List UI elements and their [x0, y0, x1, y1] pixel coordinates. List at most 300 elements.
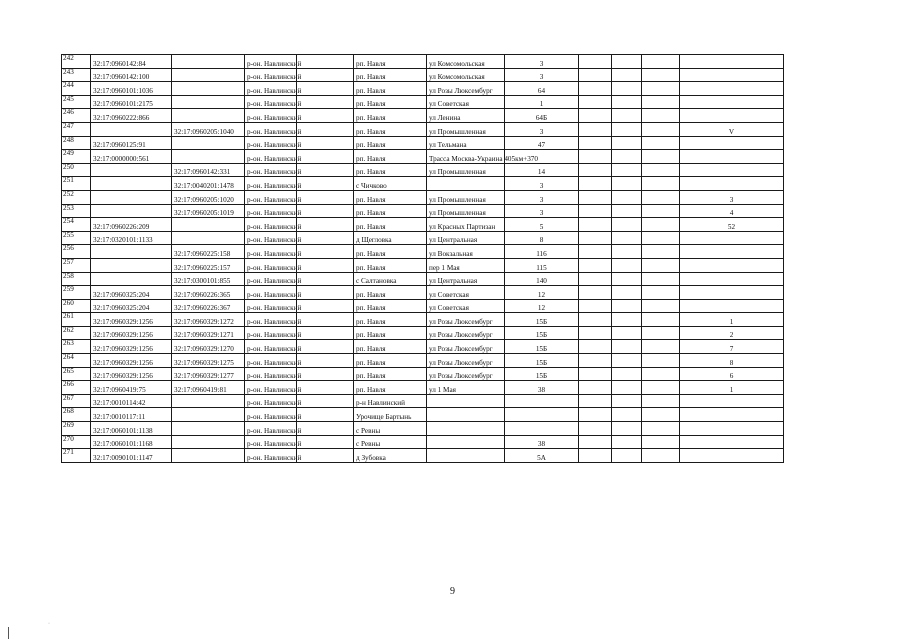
cell-row-number: 245	[62, 95, 91, 109]
cell-extra-2	[612, 136, 642, 150]
cell-cadastral-number-2: 32:17:0960329:1271	[172, 326, 245, 340]
table-row	[62, 82, 784, 96]
cell-row-number: 265	[62, 367, 91, 381]
cell-locality: рп. Навля	[354, 122, 427, 136]
cell-cadastral-number-2	[172, 408, 245, 422]
cell-apartment: 6	[680, 367, 784, 381]
cell-locality: д Зубовка	[354, 449, 427, 463]
cell-house-number: 15Б	[505, 313, 579, 327]
cell-cadastral-number: 32:17:0960222:866	[91, 109, 172, 123]
cell-cadastral-number	[91, 177, 172, 191]
cell-district: р-он. Навлинский	[245, 381, 297, 395]
cell-extra-1	[579, 55, 612, 69]
cell-cadastral-number-2: 32:17:0960205:1040	[172, 122, 245, 136]
cell-district: р-он. Навлинский	[245, 435, 297, 449]
cell-extra-2	[612, 245, 642, 259]
cell-district-extra	[297, 326, 354, 340]
address-table	[61, 54, 784, 463]
cell-locality: рп. Навля	[354, 109, 427, 123]
cell-district-extra	[297, 109, 354, 123]
table-row	[62, 136, 784, 150]
cell-house-number: 115	[505, 258, 579, 272]
cell-cadastral-number-2	[172, 449, 245, 463]
cell-district-extra	[297, 177, 354, 191]
cell-locality: рп. Навля	[354, 340, 427, 354]
cell-extra-3	[642, 354, 680, 368]
cell-extra-2	[612, 367, 642, 381]
cell-cadastral-number: 32:17:0960419:75	[91, 381, 172, 395]
cell-street: ул Вокзальная	[427, 245, 505, 259]
cell-district-extra	[297, 163, 354, 177]
cell-cadastral-number-2: 32:17:0960329:1270	[172, 340, 245, 354]
cell-extra-2	[612, 190, 642, 204]
cell-apartment: 2	[680, 326, 784, 340]
cell-row-number: 247	[62, 122, 91, 136]
cell-street: ул Ленина	[427, 109, 505, 123]
cell-district: р-он. Навлинский	[245, 177, 297, 191]
cell-extra-1	[579, 163, 612, 177]
cell-extra-3	[642, 422, 680, 436]
cell-house-number: 64	[505, 82, 579, 96]
cell-district-extra	[297, 55, 354, 69]
cell-apartment	[680, 136, 784, 150]
cell-row-number: 243	[62, 68, 91, 82]
cell-apartment	[680, 68, 784, 82]
cell-street: ул Центральная	[427, 272, 505, 286]
cell-cadastral-number-2: 32:17:0300101:855	[172, 272, 245, 286]
cell-cadastral-number: 32:17:0960125:91	[91, 136, 172, 150]
cell-extra-3	[642, 286, 680, 300]
cell-apartment	[680, 422, 784, 436]
cell-district-extra	[297, 286, 354, 300]
cell-district-extra	[297, 204, 354, 218]
cell-apartment	[680, 299, 784, 313]
cell-district-extra	[297, 122, 354, 136]
cell-house-number: 140	[505, 272, 579, 286]
cell-row-number: 254	[62, 218, 91, 232]
cell-extra-1	[579, 150, 612, 164]
cell-extra-2	[612, 435, 642, 449]
cell-row-number: 253	[62, 204, 91, 218]
cell-extra-2	[612, 354, 642, 368]
cell-apartment	[680, 163, 784, 177]
cell-house-number: 38	[505, 381, 579, 395]
cell-house-number: 12	[505, 286, 579, 300]
cell-cadastral-number-2: 32:17:0960329:1277	[172, 367, 245, 381]
cell-extra-1	[579, 204, 612, 218]
cell-district: р-он. Навлинский	[245, 150, 297, 164]
cell-house-number: 116	[505, 245, 579, 259]
cell-apartment	[680, 82, 784, 96]
cell-cadastral-number: 32:17:0060101:1168	[91, 435, 172, 449]
cell-row-number: 244	[62, 82, 91, 96]
cell-extra-2	[612, 150, 642, 164]
cell-extra-2	[612, 218, 642, 232]
cell-row-number: 263	[62, 340, 91, 354]
cell-apartment	[680, 150, 784, 164]
cell-extra-1	[579, 245, 612, 259]
cell-house-number: 3	[505, 177, 579, 191]
cell-extra-1	[579, 218, 612, 232]
cell-cadastral-number: 32:17:0960329:1256	[91, 354, 172, 368]
cell-street	[427, 449, 505, 463]
cell-cadastral-number	[91, 122, 172, 136]
cell-district: р-он. Навлинский	[245, 449, 297, 463]
cell-extra-3	[642, 258, 680, 272]
cell-row-number: 264	[62, 354, 91, 368]
cell-extra-1	[579, 449, 612, 463]
cell-district: р-он. Навлинский	[245, 95, 297, 109]
cell-locality: с Салтановка	[354, 272, 427, 286]
cell-street: ул Комсомольская	[427, 68, 505, 82]
cell-district: р-он. Навлинский	[245, 326, 297, 340]
cell-cadastral-number: 32:17:0960142:84	[91, 55, 172, 69]
cell-cadastral-number-2	[172, 394, 245, 408]
cell-extra-1	[579, 136, 612, 150]
cell-extra-2	[612, 326, 642, 340]
cell-cadastral-number: 32:17:0960101:2175	[91, 95, 172, 109]
cell-extra-3	[642, 190, 680, 204]
cell-district: р-он. Навлинский	[245, 245, 297, 259]
cell-extra-3	[642, 150, 680, 164]
cell-cadastral-number-2: 32:17:0960226:367	[172, 299, 245, 313]
cell-extra-1	[579, 408, 612, 422]
cell-cadastral-number: 32:17:0320101:1133	[91, 231, 172, 245]
cell-row-number: 266	[62, 381, 91, 395]
cell-locality: рп. Навля	[354, 68, 427, 82]
cell-house-number: 15Б	[505, 354, 579, 368]
cell-street	[427, 394, 505, 408]
cell-extra-2	[612, 299, 642, 313]
cell-extra-3	[642, 245, 680, 259]
cell-extra-1	[579, 286, 612, 300]
cell-extra-3	[642, 272, 680, 286]
table-row	[62, 163, 784, 177]
cell-apartment: V	[680, 122, 784, 136]
cell-locality: рп. Навля	[354, 326, 427, 340]
cell-house-number: 3	[505, 190, 579, 204]
cell-district-extra	[297, 245, 354, 259]
cell-district-extra	[297, 354, 354, 368]
cell-apartment	[680, 435, 784, 449]
cell-district: р-он. Навлинский	[245, 422, 297, 436]
cell-extra-1	[579, 190, 612, 204]
cell-locality: рп. Навля	[354, 82, 427, 96]
table-row	[62, 408, 784, 422]
table-row	[62, 340, 784, 354]
cell-extra-2	[612, 449, 642, 463]
cell-extra-2	[612, 122, 642, 136]
cell-row-number: 260	[62, 299, 91, 313]
table-row	[62, 313, 784, 327]
cell-extra-2	[612, 109, 642, 123]
cell-street: ул 1 Мая	[427, 381, 505, 395]
cell-cadastral-number: 32:17:0000000:561	[91, 150, 172, 164]
cell-extra-3	[642, 55, 680, 69]
cell-extra-1	[579, 422, 612, 436]
cell-house-number: 5	[505, 218, 579, 232]
cell-row-number: 267	[62, 394, 91, 408]
cell-cadastral-number	[91, 190, 172, 204]
cell-extra-1	[579, 299, 612, 313]
cell-apartment	[680, 286, 784, 300]
cell-extra-1	[579, 326, 612, 340]
cell-street: ул Советская	[427, 95, 505, 109]
cell-extra-1	[579, 82, 612, 96]
cell-extra-1	[579, 109, 612, 123]
cell-row-number: 242	[62, 55, 91, 69]
cell-locality: рп. Навля	[354, 218, 427, 232]
cell-cadastral-number-2	[172, 68, 245, 82]
table-row	[62, 258, 784, 272]
cell-cadastral-number-2	[172, 109, 245, 123]
cell-district: р-он. Навлинский	[245, 82, 297, 96]
cell-extra-1	[579, 367, 612, 381]
cell-apartment	[680, 245, 784, 259]
cell-cadastral-number-2: 32:17:0960142:331	[172, 163, 245, 177]
cell-apartment: 52	[680, 218, 784, 232]
cell-extra-3	[642, 136, 680, 150]
cell-district-extra	[297, 394, 354, 408]
cell-row-number: 250	[62, 163, 91, 177]
cell-district: р-он. Навлинский	[245, 286, 297, 300]
cell-house-number: 15Б	[505, 367, 579, 381]
cell-extra-1	[579, 272, 612, 286]
cell-extra-2	[612, 258, 642, 272]
cell-street: ул Розы Люксембург	[427, 313, 505, 327]
cell-apartment: 3	[680, 190, 784, 204]
cell-extra-2	[612, 82, 642, 96]
cell-street: ул Розы Люксембург	[427, 340, 505, 354]
cell-district-extra	[297, 95, 354, 109]
scan-artifact: ·	[48, 621, 50, 627]
cell-cadastral-number	[91, 163, 172, 177]
table-row	[62, 449, 784, 463]
cell-locality: рп. Навля	[354, 150, 427, 164]
cell-extra-1	[579, 313, 612, 327]
table-row	[62, 55, 784, 69]
cell-locality: рп. Навля	[354, 245, 427, 259]
cell-extra-1	[579, 435, 612, 449]
cell-district-extra	[297, 68, 354, 82]
cell-apartment	[680, 272, 784, 286]
cell-cadastral-number: 32:17:0960142:100	[91, 68, 172, 82]
cell-cadastral-number-2	[172, 150, 245, 164]
cell-extra-1	[579, 231, 612, 245]
cell-cadastral-number: 32:17:0090101:1147	[91, 449, 172, 463]
cell-district-extra	[297, 381, 354, 395]
cell-street: ул Промышленная	[427, 204, 505, 218]
cell-street: ул Промышленная	[427, 190, 505, 204]
cell-district-extra	[297, 136, 354, 150]
cell-extra-1	[579, 340, 612, 354]
cell-apartment: 4	[680, 204, 784, 218]
page-number: 9	[450, 586, 455, 597]
cell-extra-1	[579, 394, 612, 408]
cell-row-number: 259	[62, 286, 91, 300]
cell-locality: рп. Навля	[354, 204, 427, 218]
cell-row-number: 270	[62, 435, 91, 449]
cell-extra-2	[612, 408, 642, 422]
cell-extra-2	[612, 422, 642, 436]
cell-apartment	[680, 408, 784, 422]
cell-district: р-он. Навлинский	[245, 68, 297, 82]
cell-street: ул Советская	[427, 286, 505, 300]
cell-cadastral-number	[91, 272, 172, 286]
cell-apartment	[680, 95, 784, 109]
cell-district-extra	[297, 82, 354, 96]
table-row	[62, 245, 784, 259]
cell-extra-2	[612, 163, 642, 177]
cell-extra-3	[642, 204, 680, 218]
cell-row-number: 256	[62, 245, 91, 259]
cell-district-extra	[297, 190, 354, 204]
cell-district: р-он. Навлинский	[245, 218, 297, 232]
cell-house-number: 8	[505, 231, 579, 245]
cell-district: р-он. Навлинский	[245, 408, 297, 422]
cell-cadastral-number: 32:17:0960101:1036	[91, 82, 172, 96]
cell-cadastral-number-2: 32:17:0960225:158	[172, 245, 245, 259]
cell-extra-2	[612, 394, 642, 408]
cell-row-number: 246	[62, 109, 91, 123]
cell-house-number: 1	[505, 95, 579, 109]
cell-locality: рп. Навля	[354, 190, 427, 204]
cell-extra-1	[579, 177, 612, 191]
table-row	[62, 381, 784, 395]
table-row	[62, 272, 784, 286]
cell-cadastral-number-2: 32:17:0960329:1272	[172, 313, 245, 327]
cell-cadastral-number: 32:17:0960329:1256	[91, 326, 172, 340]
cell-extra-2	[612, 313, 642, 327]
cell-extra-1	[579, 258, 612, 272]
cell-extra-2	[612, 272, 642, 286]
cell-extra-2	[612, 68, 642, 82]
cell-district: р-он. Навлинский	[245, 394, 297, 408]
cell-street: ул Розы Люксембург	[427, 326, 505, 340]
cell-cadastral-number-2: 32:17:0960329:1275	[172, 354, 245, 368]
cell-cadastral-number-2: 32:17:0960226:365	[172, 286, 245, 300]
cell-row-number: 268	[62, 408, 91, 422]
cell-house-number: 3	[505, 68, 579, 82]
cell-extra-2	[612, 340, 642, 354]
cell-apartment: 7	[680, 340, 784, 354]
cell-district: р-он. Навлинский	[245, 55, 297, 69]
cell-extra-3	[642, 109, 680, 123]
cell-cadastral-number-2	[172, 55, 245, 69]
cell-house-number: 12	[505, 299, 579, 313]
cell-district-extra	[297, 435, 354, 449]
cell-district: р-он. Навлинский	[245, 299, 297, 313]
cell-extra-3	[642, 95, 680, 109]
cell-extra-1	[579, 122, 612, 136]
cell-district: р-он. Навлинский	[245, 340, 297, 354]
cell-apartment	[680, 109, 784, 123]
table-row	[62, 122, 784, 136]
cell-extra-3	[642, 231, 680, 245]
cell-house-number: 64Б	[505, 109, 579, 123]
cell-cadastral-number: 32:17:0010117:11	[91, 408, 172, 422]
cell-district: р-он. Навлинский	[245, 272, 297, 286]
cell-street: ул Промышленная	[427, 122, 505, 136]
cell-row-number: 249	[62, 150, 91, 164]
cell-district-extra	[297, 299, 354, 313]
cell-district-extra	[297, 272, 354, 286]
table-row	[62, 299, 784, 313]
cell-district-extra	[297, 313, 354, 327]
cell-district: р-он. Навлинский	[245, 354, 297, 368]
cell-district-extra	[297, 340, 354, 354]
cell-district: р-он. Навлинский	[245, 109, 297, 123]
cell-street	[427, 177, 505, 191]
cell-extra-2	[612, 231, 642, 245]
table-row	[62, 326, 784, 340]
cell-street: ул Центральная	[427, 231, 505, 245]
cell-locality: рп. Навля	[354, 313, 427, 327]
cell-apartment	[680, 258, 784, 272]
cell-district: р-он. Навлинский	[245, 163, 297, 177]
cell-locality: рп. Навля	[354, 299, 427, 313]
cell-extra-3	[642, 449, 680, 463]
cell-cadastral-number-2	[172, 136, 245, 150]
cell-row-number: 255	[62, 231, 91, 245]
cell-district-extra	[297, 408, 354, 422]
cell-cadastral-number-2: 32:17:0960205:1019	[172, 204, 245, 218]
cell-street	[427, 408, 505, 422]
cell-house-number	[505, 394, 579, 408]
cell-extra-2	[612, 381, 642, 395]
cell-cadastral-number-2	[172, 82, 245, 96]
cell-cadastral-number: 32:17:0960325:204	[91, 286, 172, 300]
cell-cadastral-number: 32:17:0960329:1256	[91, 340, 172, 354]
cell-house-number: 3	[505, 55, 579, 69]
cell-extra-3	[642, 313, 680, 327]
cell-extra-2	[612, 286, 642, 300]
cell-row-number: 252	[62, 190, 91, 204]
cell-locality: рп. Навля	[354, 354, 427, 368]
cell-district-extra	[297, 422, 354, 436]
cell-extra-1	[579, 68, 612, 82]
cell-locality: рп. Навля	[354, 163, 427, 177]
cell-street: ул Розы Люксембург	[427, 82, 505, 96]
cell-house-number: 15Б	[505, 340, 579, 354]
cell-locality: р-н Навлинский	[354, 394, 427, 408]
cell-locality: Урочище Бартынь	[354, 408, 427, 422]
cell-house-number: 3	[505, 204, 579, 218]
cell-house-number: 38	[505, 435, 579, 449]
table-row	[62, 177, 784, 191]
cell-locality: рп. Навля	[354, 286, 427, 300]
cell-locality: рп. Навля	[354, 55, 427, 69]
cell-locality: рп. Навля	[354, 367, 427, 381]
cell-extra-3	[642, 326, 680, 340]
cell-extra-2	[612, 204, 642, 218]
cell-district: р-он. Навлинский	[245, 231, 297, 245]
cell-street: ул Розы Люксембург	[427, 354, 505, 368]
cell-locality: с Ревны	[354, 435, 427, 449]
table-row	[62, 394, 784, 408]
cell-row-number: 248	[62, 136, 91, 150]
table-row	[62, 354, 784, 368]
cell-extra-3	[642, 394, 680, 408]
table-row	[62, 68, 784, 82]
cell-apartment	[680, 55, 784, 69]
cell-row-number: 269	[62, 422, 91, 436]
cell-extra-3	[642, 82, 680, 96]
cell-extra-3	[642, 218, 680, 232]
cell-extra-3	[642, 435, 680, 449]
cell-house-number: 15Б	[505, 326, 579, 340]
cell-district-extra	[297, 150, 354, 164]
